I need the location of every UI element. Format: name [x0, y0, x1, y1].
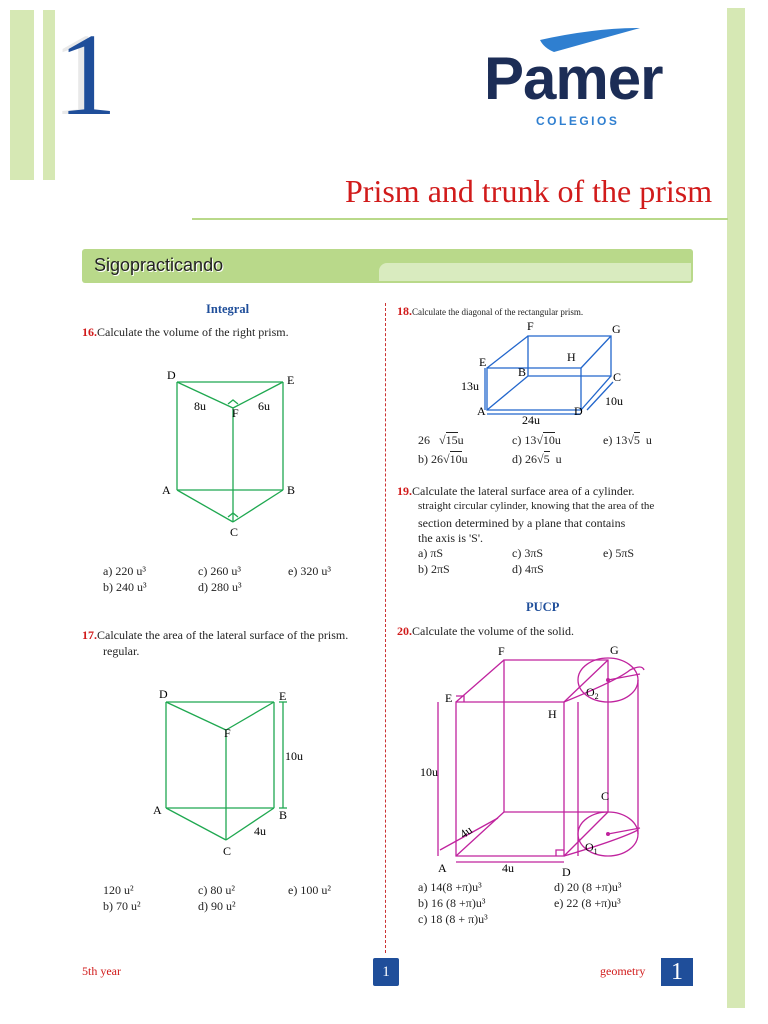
q16-option-e: e) 320 u³ [288, 564, 331, 578]
q19-text-line-4: the axis is 'S'. [418, 531, 483, 545]
q20-option-e: e) 22 (8 +π)u³ [554, 896, 621, 910]
q18-option-c-radicand: 10 [542, 433, 555, 447]
q18-option-d-coef: d) 26 [512, 452, 537, 466]
q19-option-d: d) 4πS [512, 562, 544, 576]
q17-option-a: 120 u² [103, 883, 134, 897]
footer-page-number: 1 [373, 958, 399, 986]
q18-option-a-coef: 26 [418, 433, 430, 447]
q16-text-line [82, 325, 289, 339]
q18-option-d: d) 26√5 u [512, 452, 562, 466]
q19-option-c: c) 3πS [512, 546, 544, 560]
logo-name: Pamer [484, 45, 663, 112]
q17-label-C: C [223, 844, 232, 858]
q18-option-a-radicand: 15 [445, 433, 458, 447]
q18-option-c: c) 13√10u [512, 433, 561, 447]
q18-option-e: e) 13√5 u [603, 433, 652, 447]
q16-label-6u: 6u [258, 399, 270, 413]
q17-figure [150, 680, 350, 860]
q20-label-D: D [562, 865, 571, 879]
q20-label-H: H [548, 707, 557, 721]
q18-number: 18. [397, 304, 412, 318]
q17-option-d: d) 90 u² [198, 899, 236, 913]
q17-text-line [82, 628, 348, 642]
left-deco-bar-1 [10, 10, 34, 180]
q17-text: Calculate the area of the lateral surface of the prism. [97, 628, 349, 642]
q18-option-b-unit: u [461, 452, 468, 466]
q19-text-line-2: straight circular cylinder, knowing that the area of the [418, 500, 655, 512]
q16-label-8u: 8u [194, 399, 206, 413]
q20-label-O2-letter: O [586, 685, 595, 699]
q20-label-O1-letter: O [585, 840, 594, 854]
q20-label-F: F [498, 644, 505, 658]
footer-chapter-badge: 1 [661, 958, 693, 986]
q17-number: 17. [82, 628, 97, 642]
q18-text: Calculate the diagonal of the rectangular prism. [412, 307, 584, 317]
q16-number: 16. [82, 325, 97, 339]
column-divider [385, 303, 386, 953]
q18-label-A: A [477, 404, 486, 418]
section-label-pucp: PUCP [526, 600, 560, 614]
q18-label-E: E [479, 355, 487, 369]
q16-option-c: c) 260 u³ [198, 564, 241, 578]
q20-text-line [397, 624, 574, 638]
q17-label-A: A [153, 803, 162, 817]
q16-option-a: a) 220 u³ [103, 564, 146, 578]
q18-option-b-coef: b) 26 [418, 452, 443, 466]
q19-text-line [397, 484, 635, 498]
section-banner [82, 249, 693, 283]
q19-text: Calculate the lateral surface area of a cylinder. [412, 484, 635, 498]
q17-label-B: B [279, 808, 288, 822]
q16-option-b: b) 240 u³ [103, 580, 147, 594]
q17-label-D: D [159, 687, 168, 701]
logo-sub: COLEGIOS [536, 114, 620, 128]
q18-option-a-unit: u [457, 433, 464, 447]
q18-label-G: G [612, 322, 621, 336]
q18-option-c-unit: u [554, 433, 561, 447]
q18-option-c-coef: c) 13 [512, 433, 537, 447]
q18-option-a: 26 √15u [418, 433, 464, 447]
q20-label-O1 [585, 840, 598, 856]
q20-option-a: a) 14(8 +π)u³ [418, 880, 482, 894]
q19-number: 19. [397, 484, 412, 498]
pamer-logo [484, 26, 694, 130]
q20-option-d: d) 20 (8 +π)u³ [554, 880, 622, 894]
q18-figure [455, 318, 655, 428]
banner-label: Sigopracticando [94, 255, 224, 275]
q16-label-D: D [167, 368, 176, 382]
q20-label-O2-sub: 2 [594, 692, 599, 701]
page-title: Prism and trunk of the prism [345, 173, 713, 209]
q18-option-b-radicand: 10 [449, 452, 462, 466]
q20-number: 20. [397, 624, 412, 638]
q20-text: Calculate the volume of the solid. [412, 624, 574, 638]
q19-option-a: a) πS [418, 546, 444, 560]
q18-option-e-unit: u [645, 433, 652, 447]
q18-option-d-radicand: 5 [543, 452, 550, 466]
q18-label-C: C [613, 370, 622, 384]
q19-text-line-3: section determined by a plane that contains [418, 516, 626, 530]
q17-text-line-2: regular. [103, 644, 140, 658]
q18-label-H: H [567, 350, 576, 364]
q20-label-A: A [438, 861, 447, 875]
q18-label-13u: 13u [461, 379, 479, 393]
right-deco-bar [727, 8, 745, 1008]
q20-label-G: G [610, 643, 619, 657]
q16-text: Calculate the volume of the right prism. [97, 325, 289, 339]
q18-option-e-coef: e) 13 [603, 433, 628, 447]
q20-label-4u-depth: 4u [457, 822, 475, 842]
q18-label-D: D [574, 404, 583, 418]
q18-option-b: b) 26√10u [418, 452, 468, 466]
q20-label-4u-width: 4u [502, 861, 514, 875]
q17-label-F: F [224, 726, 231, 740]
q18-label-B: B [518, 365, 527, 379]
q18-label-24u: 24u [522, 413, 540, 427]
q17-label-10u: 10u [285, 749, 303, 763]
q18-option-d-unit: u [555, 452, 562, 466]
q18-label-10u: 10u [605, 394, 623, 408]
q19-option-e: e) 5πS [603, 546, 635, 560]
q20-label-E: E [445, 691, 453, 705]
section-label-integral: Integral [206, 302, 250, 316]
q16-label-C: C [230, 525, 239, 539]
q17-label-4u: 4u [254, 824, 266, 838]
q20-figure [418, 640, 678, 880]
q17-option-c: c) 80 u² [198, 883, 235, 897]
q20-label-10u: 10u [420, 765, 438, 779]
footer-subject: geometry [600, 964, 646, 978]
q20-label-C: C [601, 789, 610, 803]
q19-option-b: b) 2πS [418, 562, 450, 576]
q17-label-E: E [279, 689, 287, 703]
q16-label-F: F [232, 406, 239, 420]
q16-label-B: B [287, 483, 296, 497]
q18-text-line [397, 304, 583, 319]
q17-option-b: b) 70 u² [103, 899, 141, 913]
chapter-number: 1 [58, 9, 117, 140]
q20-option-c: c) 18 (8 + π)u³ [418, 912, 488, 926]
footer-year: 5th year [82, 964, 121, 978]
q17-option-e: e) 100 u² [288, 883, 331, 897]
q20-option-b: b) 16 (8 +π)u³ [418, 896, 486, 910]
q18-label-F: F [527, 319, 534, 333]
title-underline [192, 218, 728, 220]
q16-option-d: d) 280 u³ [198, 580, 242, 594]
q20-label-O1-sub: 1 [593, 847, 598, 856]
q16-label-A: A [162, 483, 171, 497]
q16-figure [150, 362, 350, 542]
q16-label-E: E [287, 373, 295, 387]
q18-option-e-radicand: 5 [633, 433, 640, 447]
left-deco-bar-2 [43, 10, 55, 180]
